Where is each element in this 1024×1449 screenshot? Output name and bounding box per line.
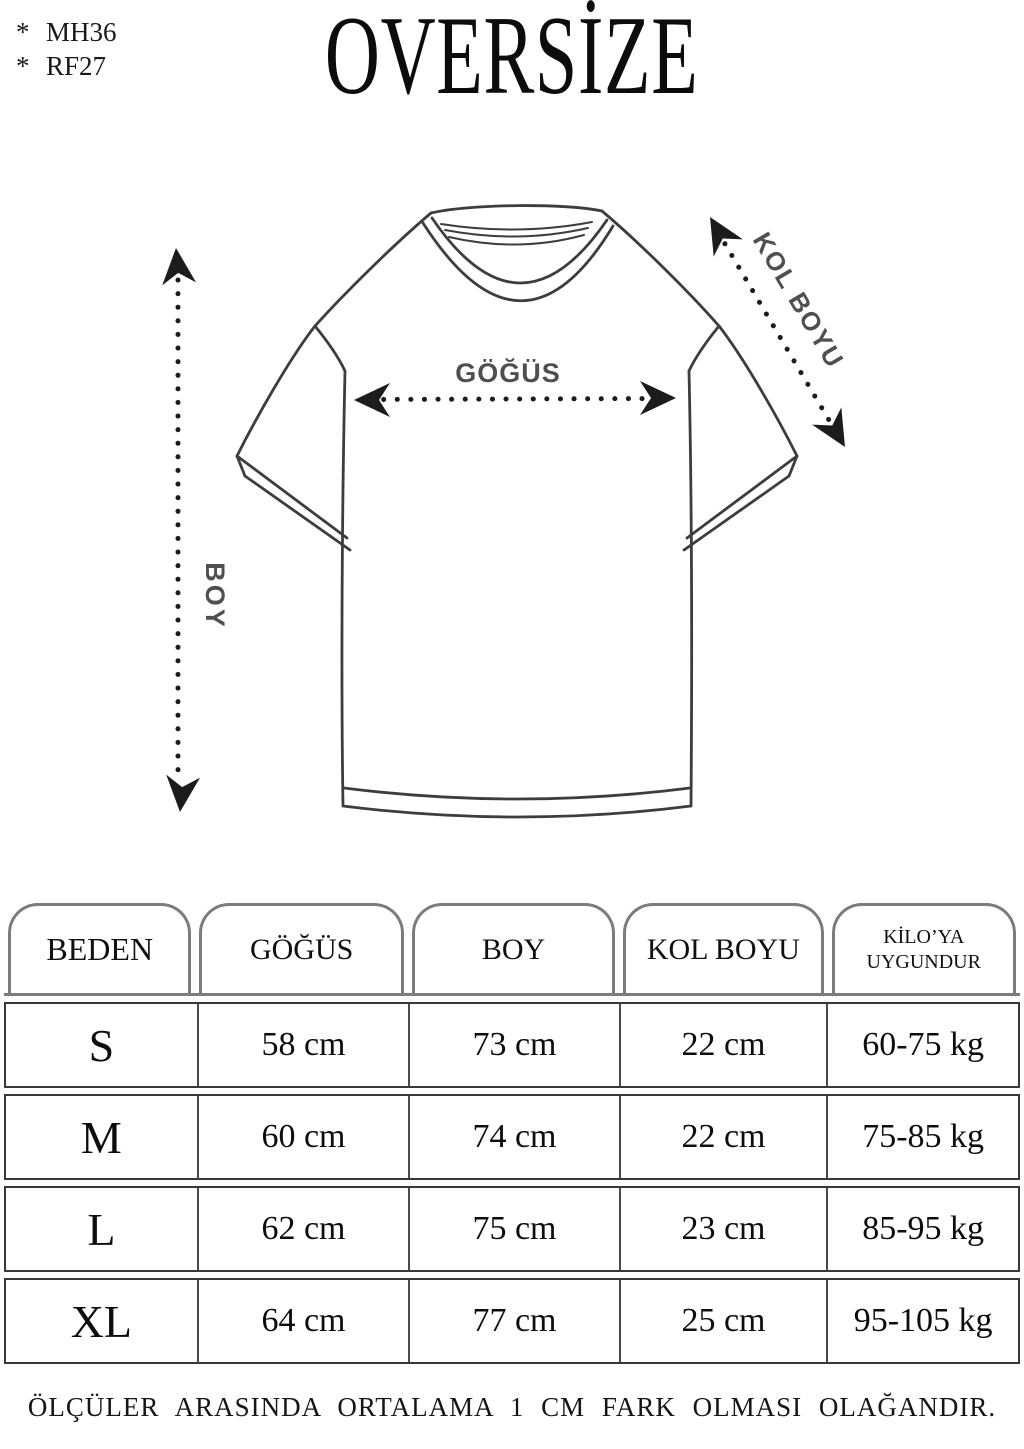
header-label: BOY	[481, 932, 546, 966]
cell-size: M	[80, 1111, 122, 1163]
cell-chest: 60 cm	[197, 1096, 408, 1178]
tshirt-diagram	[130, 178, 880, 873]
title-wrap	[0, 0, 1024, 121]
cell-weight: 85-95 kg	[826, 1188, 1018, 1270]
boy-label: BOY	[200, 562, 230, 630]
header-label: KİLO’YA UYGUNDUR	[866, 925, 981, 973]
table-row-m	[4, 1094, 1020, 1180]
cell-length: 75 cm	[408, 1188, 619, 1270]
cell-weight: 60-75 kg	[826, 1004, 1018, 1086]
cell-sleeve: 22 cm	[619, 1004, 827, 1086]
cell-size: S	[88, 1019, 115, 1071]
table-row-l	[4, 1186, 1020, 1272]
cell-chest: 64 cm	[197, 1280, 408, 1362]
cell-weight: 75-85 kg	[826, 1096, 1018, 1178]
header-label: BEDEN	[46, 931, 154, 967]
header-cell-kilo	[832, 903, 1016, 993]
cell-weight: 95-105 kg	[826, 1280, 1018, 1362]
cell-length: 73 cm	[408, 1004, 619, 1086]
table-row-xl	[4, 1278, 1020, 1364]
product-code-text: MH36	[46, 17, 117, 47]
header-cell-kol-boyu	[623, 903, 823, 993]
cell-sleeve: 23 cm	[619, 1188, 827, 1270]
header-cell-gogus	[199, 903, 403, 993]
cell-sleeve: 22 cm	[619, 1096, 827, 1178]
cell-length: 74 cm	[408, 1096, 619, 1178]
note-text: ÖLÇÜLER ARASINDA ORTALAMA 1 CM FARK OLMASI OLAĞANDIR.	[27, 1392, 997, 1422]
header-label: GÖĞÜS	[249, 932, 354, 966]
header-cell-boy	[412, 903, 615, 993]
cell-chest: 58 cm	[197, 1004, 408, 1086]
cell-size: XL	[70, 1295, 133, 1347]
table-row-s	[4, 1002, 1020, 1088]
header-label: KOL BOYU	[646, 932, 800, 966]
page-title: OVERSİZE	[325, 0, 699, 118]
cell-length: 77 cm	[408, 1280, 619, 1362]
sleeve-label: KOL BOYU	[746, 227, 851, 374]
table-header	[4, 903, 1020, 996]
cell-size: L	[87, 1203, 116, 1255]
cell-chest: 62 cm	[197, 1188, 408, 1270]
header-cell-beden	[8, 903, 191, 993]
boy-arrow	[159, 247, 200, 814]
chest-label: GÖĞÜS	[455, 358, 561, 388]
asterisk: *	[16, 50, 30, 81]
cell-sleeve: 25 cm	[619, 1280, 827, 1362]
asterisk: *	[16, 17, 30, 47]
product-code-text: RF27	[46, 50, 107, 81]
size-table	[4, 903, 1020, 1364]
